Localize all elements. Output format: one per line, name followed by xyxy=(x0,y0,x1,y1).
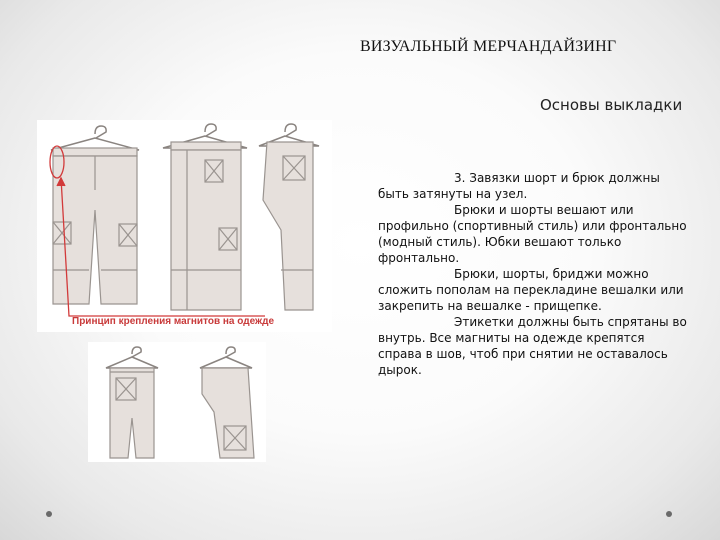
slide-dot-left xyxy=(46,511,52,517)
paragraph-ties: 3. Завязки шорт и брюк должны быть затянуты на узел. xyxy=(378,171,660,201)
slide-title: ВИЗУАЛЬНЫЙ МЕРЧАНДАЙЗИНГ xyxy=(360,38,617,55)
figure-hanging-trousers xyxy=(37,120,332,332)
trousers-illustration xyxy=(37,120,332,332)
folded-trousers-front xyxy=(110,368,154,458)
figure-folded-trousers xyxy=(88,342,266,462)
hanger-icon xyxy=(200,347,252,368)
slide-subtitle: Основы выкладки xyxy=(540,96,683,114)
folded-trousers-side xyxy=(202,368,254,458)
slide-dot-right xyxy=(666,511,672,517)
hanger-icon xyxy=(106,347,158,368)
hanger-icon xyxy=(51,126,139,150)
body-text xyxy=(378,170,690,378)
paragraph-folding: Брюки, шорты, бриджи можно сложить пополам на перекладине вешалки или закрепить на вешалке - прищепке. xyxy=(378,267,684,313)
trousers-side xyxy=(263,142,313,310)
paragraph-labels-magnets: Этикетки должны быть спрятаны во внутрь. Все магниты на одежде крепятся справа в шов, чтоб при снятии не оставалось дырок. xyxy=(378,315,687,377)
trousers-profile xyxy=(171,142,241,310)
folded-trousers-illustration xyxy=(88,342,266,462)
paragraph-hanging-style: Брюки и шорты вешают или профильно (спортивный стиль) или фронтально (модный стиль). Юбки вешают только фронтально. xyxy=(378,203,687,265)
trousers-front xyxy=(53,148,137,304)
figure-caption: Принцип крепления магнитов на одежде xyxy=(72,316,275,327)
